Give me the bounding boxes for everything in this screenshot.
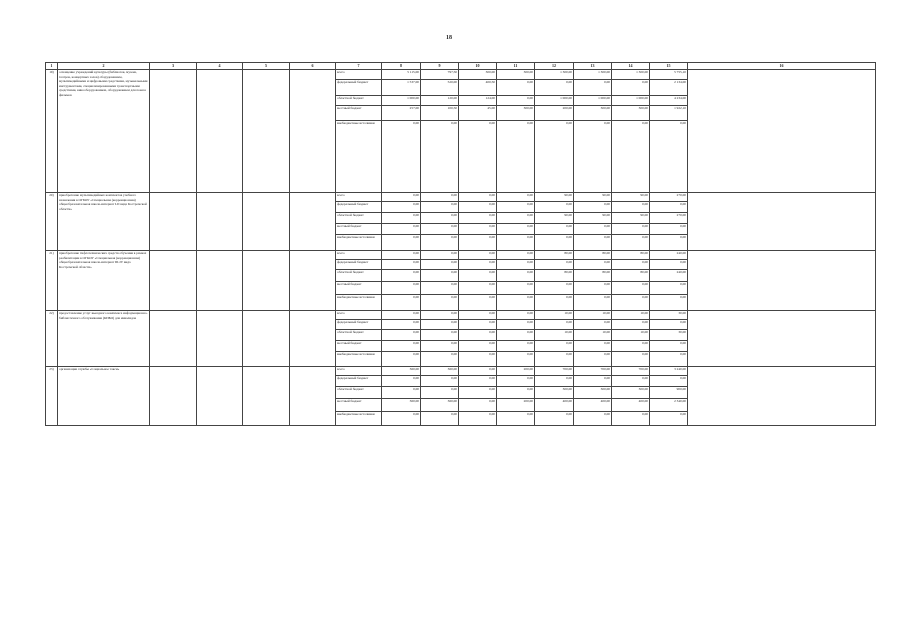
amount-cell: 0,00	[574, 121, 612, 193]
amount-cell: 0,00	[612, 320, 650, 330]
amount-cell: 0,00	[382, 193, 421, 202]
amount-cell: 0,00	[382, 202, 421, 213]
amount-cell: 0,00	[421, 121, 459, 193]
amount-cell: 0,00	[382, 387, 421, 399]
amount-cell: 0,00	[612, 295, 650, 311]
amount-cell: 240,00	[650, 251, 688, 260]
amount-cell: 80,00	[535, 251, 574, 260]
funding-source: федеральный бюджет	[336, 320, 382, 330]
amount-cell: 0,00	[421, 320, 459, 330]
amount-cell: 0,00	[459, 330, 497, 341]
amount-cell: 240,00	[650, 270, 688, 282]
table-row	[46, 251, 876, 260]
amount-cell: 0,00	[612, 235, 650, 251]
funding-source: всего	[336, 311, 382, 320]
funding-source: федеральный бюджет	[336, 376, 382, 387]
funding-source: всего	[336, 251, 382, 260]
header-cell: 12	[535, 63, 574, 70]
funding-source: внебюджетные источники	[336, 412, 382, 426]
blank-cell	[197, 193, 243, 251]
amount-cell: 0,00	[497, 412, 535, 426]
amount-cell: 10,00	[535, 330, 574, 341]
amount-cell: 0,00	[535, 352, 574, 367]
amount-cell: 0,00	[497, 251, 535, 260]
amount-cell: 0,00	[535, 202, 574, 213]
amount-cell: 10,00	[574, 311, 612, 320]
amount-cell: 10,00	[612, 311, 650, 320]
blank-cell	[243, 193, 290, 251]
amount-cell: 0,00	[497, 224, 535, 235]
amount-cell: 0,00	[574, 80, 612, 96]
amount-cell: 0,00	[459, 320, 497, 330]
amount-cell: 0,00	[535, 224, 574, 235]
header-cell: 8	[382, 63, 421, 70]
amount-cell: 300,00	[459, 70, 497, 80]
amount-cell: 300,00	[497, 106, 535, 121]
amount-cell: 0,00	[459, 270, 497, 282]
amount-cell: 0,00	[650, 260, 688, 270]
amount-cell: 0,00	[650, 295, 688, 311]
funding-source: внебюджетные источники	[336, 235, 382, 251]
header-row	[46, 63, 876, 70]
header-cell: 15	[650, 63, 688, 70]
program-table	[45, 62, 876, 426]
amount-cell: 0,00	[535, 295, 574, 311]
funding-source: всего	[336, 70, 382, 80]
amount-cell: 200,00	[497, 399, 535, 412]
amount-cell: 0,00	[421, 295, 459, 311]
funding-source: внебюджетные источники	[336, 295, 382, 311]
amount-cell: 0,00	[421, 193, 459, 202]
header-cell: 3	[150, 63, 197, 70]
amount-cell: 0,00	[382, 251, 421, 260]
amount-cell: 0,00	[459, 367, 497, 376]
amount-cell: 45,00	[459, 106, 497, 121]
measure-name: приобретение тифлотехнических средств обучения в рамках реабилитации в ОГКОУ «Специальная (коррекционная) общеобразовательная школа-интернат III-IV вида Костромской области»	[58, 251, 150, 311]
amount-cell: 1 300,00	[574, 70, 612, 80]
amount-cell: 0,00	[497, 311, 535, 320]
amount-cell: 0,00	[535, 282, 574, 295]
amount-cell: 1 000,00	[382, 96, 421, 106]
amount-cell: 270,00	[650, 213, 688, 224]
blank-cell	[197, 367, 243, 426]
table-row	[46, 193, 876, 202]
amount-cell: 700,00	[535, 367, 574, 376]
amount-cell: 5 115,00	[382, 70, 421, 80]
amount-cell: 4 234,00	[650, 96, 688, 106]
blank-cell	[290, 251, 336, 311]
amount-cell: 30,00	[650, 330, 688, 341]
header-cell: 9	[421, 63, 459, 70]
blank-cell	[290, 367, 336, 426]
blank-cell	[197, 251, 243, 311]
amount-cell: 2 134,00	[650, 80, 688, 96]
header-cell: 6	[290, 63, 336, 70]
amount-cell: 0,00	[650, 412, 688, 426]
amount-cell: 0,00	[497, 387, 535, 399]
result-blank	[688, 70, 876, 193]
amount-cell: 0,00	[574, 235, 612, 251]
amount-cell: 360,00	[421, 399, 459, 412]
amount-cell: 0,00	[497, 260, 535, 270]
amount-cell: 400,00	[612, 399, 650, 412]
amount-cell: 0,00	[497, 121, 535, 193]
amount-cell: 0,00	[612, 121, 650, 193]
amount-cell: 124,00	[459, 96, 497, 106]
amount-cell: 200,00	[535, 106, 574, 121]
funding-source: всего	[336, 367, 382, 376]
blank-cell	[243, 311, 290, 367]
page-number: 18	[446, 35, 452, 41]
amount-cell: 400,00	[535, 399, 574, 412]
amount-cell: 0,00	[497, 341, 535, 352]
amount-cell: 0,00	[459, 213, 497, 224]
amount-cell: 0,00	[459, 311, 497, 320]
amount-cell: 0,00	[382, 270, 421, 282]
amount-cell: 0,00	[497, 96, 535, 106]
amount-cell: 0,00	[382, 213, 421, 224]
funding-source: федеральный бюджет	[336, 80, 382, 96]
amount-cell: 10,00	[612, 330, 650, 341]
row-number: 20)	[46, 193, 58, 251]
amount-cell: 0,00	[612, 202, 650, 213]
amount-cell: 10,00	[535, 311, 574, 320]
amount-cell: 0,00	[382, 260, 421, 270]
amount-cell: 0,00	[459, 282, 497, 295]
blank-cell	[197, 70, 243, 193]
amount-cell: 0,00	[459, 412, 497, 426]
amount-cell: 10,00	[574, 330, 612, 341]
measure-name: предоставление услуг выездного комплекса информационно-библиотечного обслуживания (КИБО) для инвалидов	[58, 311, 150, 367]
amount-cell: 30,00	[650, 311, 688, 320]
header-cell: 10	[459, 63, 497, 70]
amount-cell: 0,00	[612, 282, 650, 295]
amount-cell: 0,00	[421, 270, 459, 282]
funding-source: областной бюджет	[336, 270, 382, 282]
amount-cell: 0,00	[497, 320, 535, 330]
amount-cell: 257,00	[382, 106, 421, 121]
funding-source: областной бюджет	[336, 387, 382, 399]
row-number: 22)	[46, 311, 58, 367]
amount-cell: 400,50	[459, 80, 497, 96]
amount-cell: 0,00	[459, 295, 497, 311]
amount-cell: 0,00	[574, 224, 612, 235]
header-cell: 1	[46, 63, 58, 70]
amount-cell: 0,00	[612, 412, 650, 426]
amount-cell: 300,00	[574, 387, 612, 399]
result-blank	[688, 251, 876, 311]
header-cell: 16	[688, 63, 876, 70]
amount-cell: 0,00	[497, 295, 535, 311]
amount-cell: 360,00	[382, 367, 421, 376]
blank-cell	[150, 367, 197, 426]
amount-cell: 0,00	[650, 341, 688, 352]
amount-cell: 700,00	[612, 367, 650, 376]
amount-cell: 0,00	[650, 121, 688, 193]
amount-cell: 300,00	[535, 387, 574, 399]
amount-cell: 0,00	[574, 202, 612, 213]
amount-cell: 0,00	[459, 224, 497, 235]
amount-cell: 0,00	[574, 282, 612, 295]
amount-cell: 0,00	[497, 376, 535, 387]
amount-cell: 0,00	[535, 320, 574, 330]
funding-source: местный бюджет	[336, 106, 382, 121]
blank-cell	[290, 311, 336, 367]
table-row	[46, 367, 876, 376]
amount-cell: 0,00	[382, 320, 421, 330]
amount-cell: 0,00	[650, 320, 688, 330]
funding-source: местный бюджет	[336, 341, 382, 352]
amount-cell: 0,00	[459, 193, 497, 202]
amount-cell: 0,00	[650, 376, 688, 387]
amount-cell: 0,00	[574, 352, 612, 367]
blank-cell	[150, 251, 197, 311]
amount-cell: 0,00	[574, 412, 612, 426]
amount-cell: 0,00	[421, 235, 459, 251]
amount-cell: 400,00	[574, 399, 612, 412]
funding-source: местный бюджет	[336, 282, 382, 295]
amount-cell: 80,00	[535, 270, 574, 282]
amount-cell: 90,00	[574, 213, 612, 224]
amount-cell: 520,00	[421, 80, 459, 96]
amount-cell: 0,00	[535, 80, 574, 96]
amount-cell: 200,00	[497, 367, 535, 376]
amount-cell: 0,00	[421, 311, 459, 320]
funding-source: местный бюджет	[336, 224, 382, 235]
amount-cell: 0,00	[421, 260, 459, 270]
amount-cell: 0,00	[497, 282, 535, 295]
table-row	[46, 311, 876, 320]
result-blank	[688, 367, 876, 426]
amount-cell: 0,00	[421, 330, 459, 341]
funding-source: федеральный бюджет	[336, 260, 382, 270]
amount-cell: 0,00	[497, 202, 535, 213]
amount-cell: 0,00	[535, 376, 574, 387]
amount-cell: 0,00	[497, 270, 535, 282]
amount-cell: 0,00	[382, 224, 421, 235]
amount-cell: 900,00	[650, 387, 688, 399]
funding-source: внебюджетные источники	[336, 352, 382, 367]
amount-cell: 0,00	[459, 399, 497, 412]
amount-cell: 80,00	[574, 251, 612, 260]
amount-cell: 797,50	[421, 70, 459, 80]
amount-cell: 80,00	[612, 251, 650, 260]
amount-cell: 1 300,00	[612, 70, 650, 80]
measure-name: организация службы «Социальное такси»	[58, 367, 150, 426]
result-blank	[688, 311, 876, 367]
header-cell: 14	[612, 63, 650, 70]
row-number: 19)	[46, 70, 58, 193]
amount-cell: 90,00	[535, 193, 574, 202]
amount-cell: 0,00	[497, 235, 535, 251]
measure-name: приобретение мультимедийных комплектов учебного назначения в ОГБОУ «Специальная (коррекционная) общеобразовательная школа-интернат I-II вида Костромской области»	[58, 193, 150, 251]
funding-source: областной бюджет	[336, 330, 382, 341]
amount-cell: 0,00	[421, 387, 459, 399]
amount-cell: 0,00	[382, 235, 421, 251]
amount-cell: 0,00	[382, 121, 421, 193]
amount-cell: 0,00	[382, 282, 421, 295]
funding-source: всего	[336, 193, 382, 202]
amount-cell: 0,00	[421, 352, 459, 367]
amount-cell: 0,00	[459, 251, 497, 260]
amount-cell: 0,00	[612, 352, 650, 367]
blank-cell	[243, 251, 290, 311]
amount-cell: 0,00	[382, 341, 421, 352]
amount-cell: 3 240,00	[650, 367, 688, 376]
measure-name: оснащение учреждений культуры (библиотек, музеев, театров, концертных залов) оборудованием, мультимедийными и цифровыми средствами, музыкальными инструментами, специализированными транспортными средствами, кинооборудованием, оборудованием для показа фильмов	[58, 70, 150, 193]
amount-cell: 300,00	[612, 387, 650, 399]
blank-cell	[290, 70, 336, 193]
amount-cell: 0,00	[421, 282, 459, 295]
amount-cell: 0,00	[421, 202, 459, 213]
blank-cell	[150, 193, 197, 251]
amount-cell: 0,00	[650, 352, 688, 367]
amount-cell: 0,00	[650, 282, 688, 295]
amount-cell: 0,00	[459, 235, 497, 251]
funding-source: внебюджетные источники	[336, 121, 382, 193]
amount-cell: 0,00	[497, 193, 535, 202]
amount-cell: 0,00	[535, 412, 574, 426]
amount-cell: 0,00	[459, 260, 497, 270]
amount-cell: 80,00	[574, 270, 612, 282]
amount-cell: 0,00	[382, 376, 421, 387]
amount-cell: 0,00	[535, 121, 574, 193]
amount-cell: 0,00	[574, 295, 612, 311]
amount-cell: 300,00	[574, 106, 612, 121]
blank-cell	[150, 70, 197, 193]
amount-cell: 1 000,00	[574, 96, 612, 106]
row-number: 23)	[46, 367, 58, 426]
funding-source: областной бюджет	[336, 213, 382, 224]
amount-cell: 0,00	[535, 260, 574, 270]
amount-cell: 0,00	[421, 341, 459, 352]
amount-cell: 360,00	[382, 399, 421, 412]
amount-cell: 1 000,00	[535, 96, 574, 106]
amount-cell: 0,00	[612, 80, 650, 96]
table-row	[46, 70, 876, 80]
blank-cell	[197, 311, 243, 367]
amount-cell: 360,00	[421, 367, 459, 376]
amount-cell: 0,00	[535, 341, 574, 352]
amount-cell: 90,00	[535, 213, 574, 224]
amount-cell: 0,00	[421, 251, 459, 260]
amount-cell: 0,00	[459, 202, 497, 213]
amount-cell: 0,00	[459, 352, 497, 367]
amount-cell: 0,00	[574, 320, 612, 330]
amount-cell: 0,00	[421, 412, 459, 426]
amount-cell: 0,00	[612, 376, 650, 387]
amount-cell: 90,00	[612, 213, 650, 224]
header-cell: 4	[197, 63, 243, 70]
amount-cell: 0,00	[421, 224, 459, 235]
amount-cell: 300,00	[497, 70, 535, 80]
amount-cell: 1 000,00	[612, 96, 650, 106]
row-number: 21)	[46, 251, 58, 311]
amount-cell: 0,00	[497, 352, 535, 367]
amount-cell: 0,00	[421, 213, 459, 224]
blank-cell	[243, 70, 290, 193]
funding-source: федеральный бюджет	[336, 202, 382, 213]
amount-cell: 0,00	[574, 376, 612, 387]
amount-cell: 90,00	[574, 193, 612, 202]
amount-cell: 0,00	[497, 213, 535, 224]
amount-cell: 0,00	[382, 295, 421, 311]
amount-cell: 0,00	[612, 260, 650, 270]
amount-cell: 90,00	[612, 193, 650, 202]
amount-cell: 120,00	[421, 96, 459, 106]
amount-cell: 0,00	[459, 121, 497, 193]
amount-cell: 0,00	[650, 202, 688, 213]
amount-cell: 300,00	[612, 106, 650, 121]
header-cell: 13	[574, 63, 612, 70]
amount-cell: 270,00	[650, 193, 688, 202]
header-cell: 2	[58, 63, 150, 70]
amount-cell: 2 340,00	[650, 399, 688, 412]
amount-cell: 0,00	[382, 352, 421, 367]
amount-cell: 1 537,00	[382, 80, 421, 96]
result-blank	[688, 193, 876, 251]
amount-cell: 0,00	[382, 412, 421, 426]
amount-cell: 0,00	[612, 341, 650, 352]
funding-source: местный бюджет	[336, 399, 382, 412]
header-cell: 7	[336, 63, 382, 70]
amount-cell: 0,00	[459, 387, 497, 399]
header-cell: 5	[243, 63, 290, 70]
amount-cell: 100,50	[421, 106, 459, 121]
amount-cell: 0,00	[650, 224, 688, 235]
header-cell: 11	[497, 63, 535, 70]
amount-cell: 0,00	[382, 311, 421, 320]
amount-cell: 700,00	[574, 367, 612, 376]
amount-cell: 5 755,10	[650, 70, 688, 80]
amount-cell: 0,00	[497, 80, 535, 96]
amount-cell: 0,00	[535, 235, 574, 251]
amount-cell: 0,00	[574, 260, 612, 270]
amount-cell: 1 922,10	[650, 106, 688, 121]
amount-cell: 0,00	[650, 235, 688, 251]
blank-cell	[150, 311, 197, 367]
amount-cell: 0,00	[612, 224, 650, 235]
amount-cell: 0,00	[421, 376, 459, 387]
amount-cell: 0,00	[497, 330, 535, 341]
amount-cell: 0,00	[382, 330, 421, 341]
amount-cell: 0,00	[459, 341, 497, 352]
amount-cell: 0,00	[459, 376, 497, 387]
amount-cell: 80,00	[612, 270, 650, 282]
funding-source: областной бюджет	[336, 96, 382, 106]
blank-cell	[290, 193, 336, 251]
amount-cell: 0,00	[574, 341, 612, 352]
amount-cell: 1 300,00	[535, 70, 574, 80]
blank-cell	[243, 367, 290, 426]
